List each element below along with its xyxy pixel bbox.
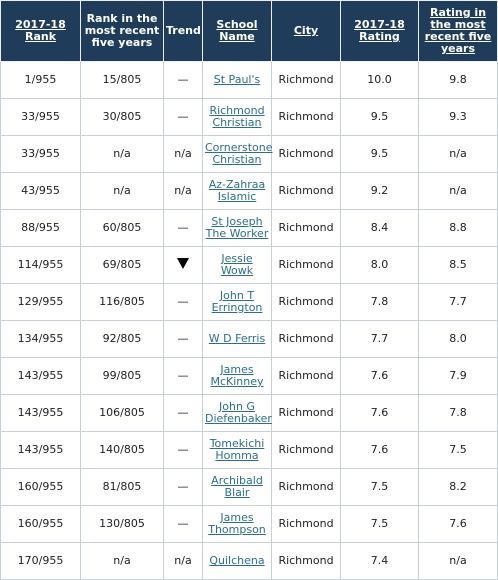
header-row (1, 1, 498, 62)
recent-rating-cell: 7.9 (419, 358, 498, 395)
table-row (1, 62, 498, 99)
trend-cell: — (164, 506, 203, 543)
recent-rating-cell: 9.3 (419, 99, 498, 136)
rank-cell: 160/955 (1, 469, 81, 506)
rating-cell: 7.6 (341, 358, 419, 395)
city-cell: Richmond (272, 173, 341, 210)
recent-rank-cell: 140/805 (81, 432, 164, 469)
school-link[interactable]: Jessie Wowk (203, 247, 272, 284)
header-city[interactable]: City (272, 1, 341, 62)
header-recent-rank: Rank in the most recent five years (81, 1, 164, 62)
city-cell: Richmond (272, 321, 341, 358)
rank-cell: 143/955 (1, 432, 81, 469)
rank-cell: 43/955 (1, 173, 81, 210)
school-link[interactable]: Tomekichi Homma (203, 432, 272, 469)
rank-cell: 129/955 (1, 284, 81, 321)
trend-cell: — (164, 99, 203, 136)
recent-rating-cell: 7.5 (419, 432, 498, 469)
trend-cell: n/a (164, 136, 203, 173)
recent-rank-cell: 116/805 (81, 284, 164, 321)
rank-cell: 33/955 (1, 99, 81, 136)
rating-cell: 7.6 (341, 395, 419, 432)
recent-rating-cell: 7.8 (419, 395, 498, 432)
table-row (1, 210, 498, 247)
school-link[interactable]: James Thompson (203, 506, 272, 543)
table-row (1, 395, 498, 432)
table-row (1, 284, 498, 321)
recent-rating-cell: 8.8 (419, 210, 498, 247)
rating-cell: 9.5 (341, 136, 419, 173)
rank-cell: 134/955 (1, 321, 81, 358)
city-cell: Richmond (272, 136, 341, 173)
rating-cell: 7.8 (341, 284, 419, 321)
recent-rating-cell: 9.8 (419, 62, 498, 99)
table-row (1, 99, 498, 136)
table-row (1, 469, 498, 506)
rating-cell: 8.0 (341, 247, 419, 284)
down-triangle-icon (177, 258, 189, 269)
recent-rank-cell: 69/805 (81, 247, 164, 284)
recent-rating-cell: 8.2 (419, 469, 498, 506)
trend-cell: — (164, 469, 203, 506)
rating-cell: 7.5 (341, 506, 419, 543)
rank-cell: 143/955 (1, 395, 81, 432)
rating-cell: 7.5 (341, 469, 419, 506)
table-row (1, 543, 498, 580)
recent-rank-cell: 81/805 (81, 469, 164, 506)
recent-rating-cell: 7.6 (419, 506, 498, 543)
recent-rating-cell: 8.5 (419, 247, 498, 284)
table-row (1, 358, 498, 395)
recent-rating-cell: n/a (419, 543, 498, 580)
school-link[interactable]: James McKinney (203, 358, 272, 395)
school-link[interactable]: Quilchena (203, 543, 272, 580)
rank-cell: 160/955 (1, 506, 81, 543)
city-cell: Richmond (272, 543, 341, 580)
recent-rank-cell: 15/805 (81, 62, 164, 99)
city-cell: Richmond (272, 284, 341, 321)
table-row (1, 173, 498, 210)
trend-cell (164, 247, 203, 284)
table-row (1, 136, 498, 173)
rating-cell: 10.0 (341, 62, 419, 99)
rating-cell: 9.5 (341, 99, 419, 136)
recent-rating-cell: n/a (419, 136, 498, 173)
rating-cell: 9.2 (341, 173, 419, 210)
city-cell: Richmond (272, 469, 341, 506)
city-cell: Richmond (272, 395, 341, 432)
recent-rating-cell: 7.7 (419, 284, 498, 321)
table-row (1, 506, 498, 543)
school-link[interactable]: Cornerstone Christian (203, 136, 272, 173)
rating-cell: 7.6 (341, 432, 419, 469)
recent-rank-cell: n/a (81, 543, 164, 580)
recent-rank-cell: 130/805 (81, 506, 164, 543)
rank-cell: 170/955 (1, 543, 81, 580)
trend-cell: n/a (164, 543, 203, 580)
recent-rank-cell: n/a (81, 136, 164, 173)
recent-rank-cell: n/a (81, 173, 164, 210)
city-cell: Richmond (272, 358, 341, 395)
recent-rank-cell: 30/805 (81, 99, 164, 136)
rank-cell: 143/955 (1, 358, 81, 395)
recent-rank-cell: 106/805 (81, 395, 164, 432)
school-link[interactable]: W D Ferris (203, 321, 272, 358)
city-cell: Richmond (272, 62, 341, 99)
recent-rank-cell: 92/805 (81, 321, 164, 358)
header-rank[interactable]: 2017-18 Rank (1, 1, 81, 62)
school-link[interactable]: John T Errington (203, 284, 272, 321)
school-link[interactable]: John G Diefenbaker (203, 395, 272, 432)
rank-cell: 1/955 (1, 62, 81, 99)
city-cell: Richmond (272, 210, 341, 247)
trend-cell: n/a (164, 173, 203, 210)
school-link[interactable]: Richmond Christian (203, 99, 272, 136)
recent-rank-cell: 99/805 (81, 358, 164, 395)
table-row (1, 321, 498, 358)
rank-cell: 33/955 (1, 136, 81, 173)
trend-cell: — (164, 62, 203, 99)
trend-cell: — (164, 395, 203, 432)
trend-cell: — (164, 358, 203, 395)
city-cell: Richmond (272, 99, 341, 136)
trend-cell: — (164, 210, 203, 247)
city-cell: Richmond (272, 432, 341, 469)
table-row (1, 432, 498, 469)
rating-cell: 7.7 (341, 321, 419, 358)
header-rating[interactable]: 2017-18 Rating (341, 1, 419, 62)
school-link[interactable]: St Paul's (203, 62, 272, 99)
trend-cell: — (164, 321, 203, 358)
rating-cell: 8.4 (341, 210, 419, 247)
city-cell: Richmond (272, 506, 341, 543)
trend-cell: — (164, 284, 203, 321)
school-link[interactable]: Az-Zahraa Islamic (203, 173, 272, 210)
rank-cell: 88/955 (1, 210, 81, 247)
rating-cell: 7.4 (341, 543, 419, 580)
recent-rating-cell: n/a (419, 173, 498, 210)
school-link[interactable]: Archibald Blair (203, 469, 272, 506)
header-school[interactable]: School Name (203, 1, 272, 62)
city-cell: Richmond (272, 247, 341, 284)
header-trend: Trend (164, 1, 203, 62)
rank-cell: 114/955 (1, 247, 81, 284)
recent-rating-cell: 8.0 (419, 321, 498, 358)
school-link[interactable]: St Joseph The Worker (203, 210, 272, 247)
table-row (1, 247, 498, 284)
recent-rank-cell: 60/805 (81, 210, 164, 247)
header-recent-rating[interactable]: Rating in the most recent five years (419, 1, 498, 62)
trend-cell: — (164, 432, 203, 469)
